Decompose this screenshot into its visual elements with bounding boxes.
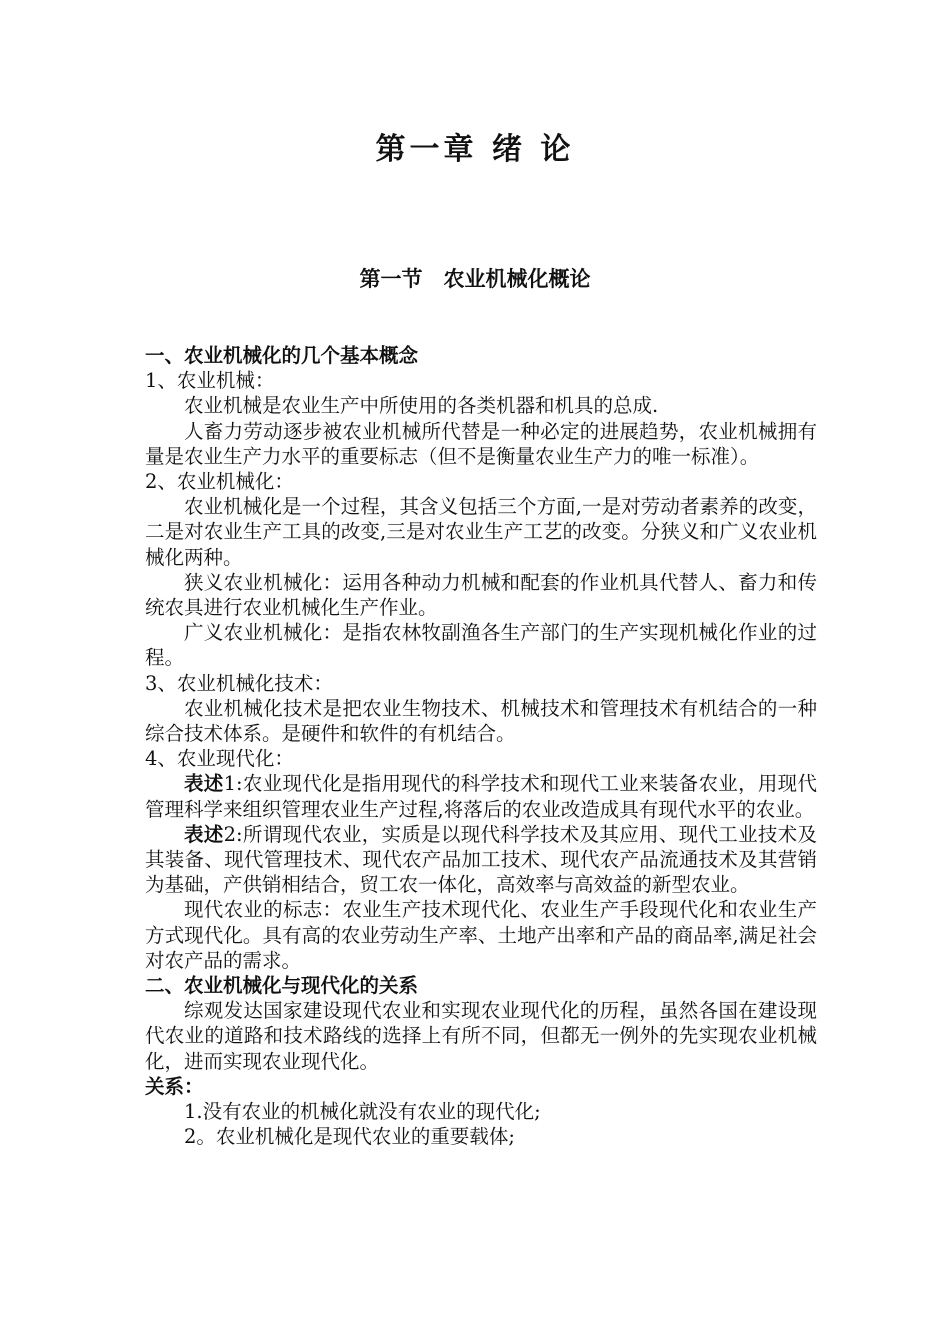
part2-heading: 二、农业机械化与现代化的关系 (145, 974, 419, 998)
item3-title: 3、农业机械化技术： (145, 671, 333, 695)
item1-paragraph-1: 农业机械是农业生产中所使用的各类机器和机具的总成. (184, 394, 659, 418)
document-body (145, 343, 817, 1150)
item4-paragraph-2 (145, 822, 817, 898)
definition-text-1: 1:农业现代化是指用现代的科学技术和现代工业来装备农业，用现代管理科学来组织管理农业生产过程,将落后的农业改造成具有现代水平的农业。 (145, 772, 817, 821)
item1-title: 1、农业机械： (145, 369, 275, 393)
item4-title: 4、农业现代化： (145, 747, 294, 771)
item2-paragraph-2: 狭义农业机械化：运用各种动力机械和配套的作业机具代替人、畜力和传统农具进行农业机械化生产作业。 (145, 570, 817, 620)
chapter-title: 第一章 绪 论 (375, 132, 575, 167)
item4-paragraph-3: 现代农业的标志：农业生产技术现代化、农业生产手段现代化和农业生产方式现代化。具有高的农业劳动生产率、土地产出率和产品的商品率,满足社会对农产品的需求。 (145, 898, 817, 972)
relation-label: 关系： (145, 1074, 204, 1098)
item2-title: 2、农业机械化： (145, 470, 294, 494)
part2-paragraph-1: 综观发达国家建设现代农业和实现农业现代化的历程，虽然各国在建设现代农业的道路和技术路线的选择上有所不同，但都无一例外的先实现农业机械化，进而实现农业现代化。 (145, 999, 817, 1073)
relation-item-2: 2。农业机械化是现代农业的重要载体; (184, 1125, 515, 1149)
section-title: 第一节 农业机械化概论 (359, 267, 591, 291)
item4-paragraph-1 (145, 771, 817, 821)
relation-item-1: 1.没有农业的机械化就没有农业的现代化; (184, 1100, 541, 1124)
item1-paragraph-2: 人畜力劳动逐步被农业机械所代替是一种必定的进展趋势，农业机械拥有量是农业生产力水平的重要标志（但不是衡量农业生产力的唯一标准）。 (145, 419, 817, 468)
item2-paragraph-3: 广义农业机械化：是指农林牧副渔各生产部门的生产实现机械化作业的过程。 (145, 621, 817, 670)
definition-text-2: 2:所谓现代农业，实质是以现代科学技术及其应用、现代工业技术及其装备、现代管理技术、现代农产品加工技术、现代农产品流通技术及其营销为基础，产供销相结合，贸工农一体化，高效率与高效益的新型农业。 (145, 822, 817, 897)
item2-paragraph-1: 农业机械化是一个过程，其含义包括三个方面,一是对劳动者素养的改变，二是对农业生产工具的改变,三是对农业生产工艺的改变。分狭义和广义农业机械化两种。 (145, 495, 817, 569)
part1-heading: 一、农业机械化的几个基本概念 (145, 344, 419, 367)
definition-label-2: 表述 (184, 822, 224, 846)
definition-label-1: 表述 (184, 772, 224, 796)
item3-paragraph-1: 农业机械化技术是把农业生物技术、机械技术和管理技术有机结合的一种综合技术体系。是硬件和软件的有机结合。 (145, 696, 817, 746)
